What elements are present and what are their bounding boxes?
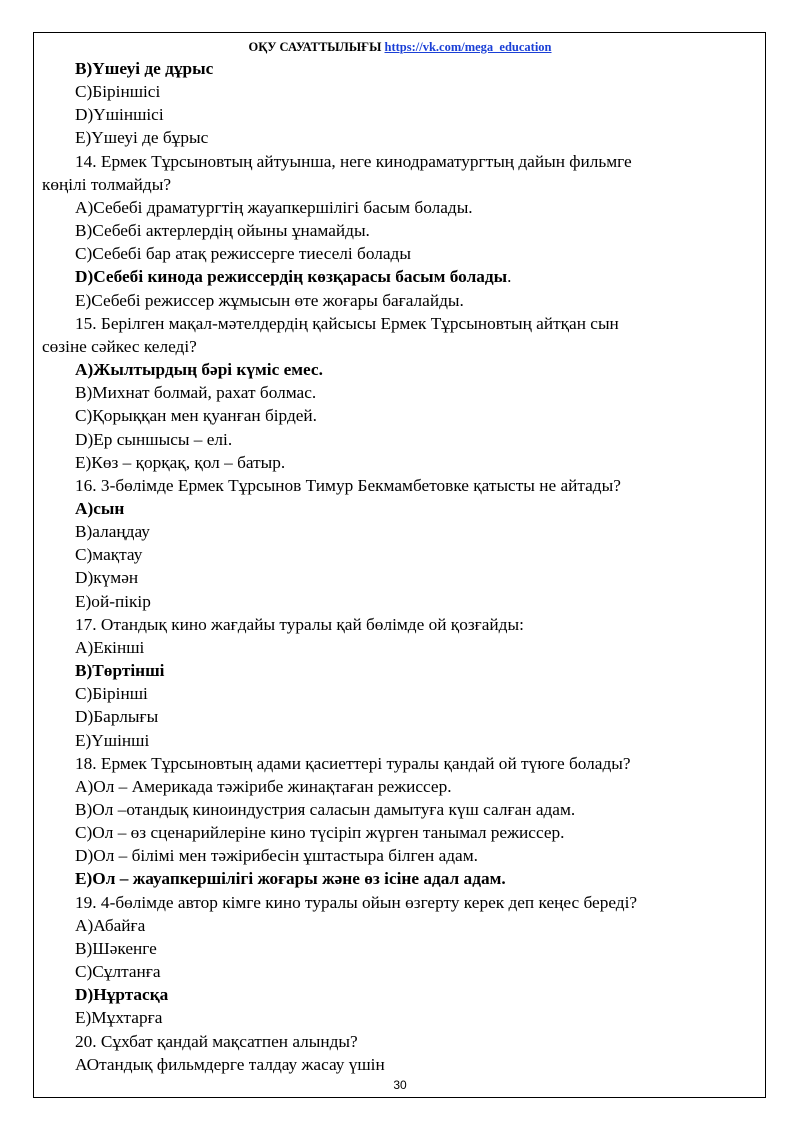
text-line bbox=[42, 150, 757, 173]
text-line bbox=[42, 1030, 757, 1053]
line-text: Е)Үшеуі де бұрыс bbox=[75, 128, 209, 148]
line-text: көңілі толмайды? bbox=[42, 174, 172, 194]
text-line bbox=[42, 937, 757, 960]
text-line bbox=[42, 590, 757, 613]
line-text: В)Төртінші bbox=[75, 661, 165, 681]
text-line bbox=[42, 659, 757, 682]
line-text: 17. Отандық кино жағдайы туралы қай бөлімде ой қозғайды: bbox=[75, 614, 524, 634]
text-line bbox=[42, 543, 757, 566]
text-line bbox=[42, 1053, 757, 1076]
text-line bbox=[42, 57, 757, 80]
text-line bbox=[42, 520, 757, 543]
line-text: D)Ер сыншысы – елі. bbox=[75, 429, 233, 449]
text-line bbox=[42, 682, 757, 705]
line-text: D)Барлығы bbox=[75, 707, 159, 727]
text-line bbox=[42, 242, 757, 265]
line-text: С)Ол – өз сценарийлеріне кино түсіріп жүрген танымал режиссер. bbox=[75, 823, 565, 843]
line-text: АОтандық фильмдерге талдау жасау үшін bbox=[75, 1054, 385, 1074]
text-line bbox=[42, 381, 757, 404]
line-text: А)Абайға bbox=[75, 915, 146, 935]
header-title: ОҚУ САУАТТЫЛЫҒЫ bbox=[248, 40, 382, 54]
line-text: D)Ол – білімі мен тәжірибесін ұштастыра білген адам. bbox=[75, 846, 478, 866]
line-text: А)Екінші bbox=[75, 637, 145, 657]
text-line bbox=[42, 80, 757, 103]
text-line bbox=[42, 636, 757, 659]
line-text: С)Сұлтанға bbox=[75, 962, 161, 982]
text-line bbox=[42, 729, 757, 752]
text-line bbox=[42, 752, 757, 775]
line-text: 16. 3-бөлімде Ермек Тұрсынов Тимур Бекмамбетовке қатысты не айтады? bbox=[75, 475, 621, 495]
line-text: D)Нұртасқа bbox=[75, 985, 169, 1005]
line-text: D)Үшіншісі bbox=[75, 105, 164, 125]
line-text: Е)ой-пікір bbox=[75, 591, 151, 611]
line-text: С)мақтау bbox=[75, 545, 143, 565]
text-line bbox=[42, 126, 757, 149]
text-line-continuation bbox=[42, 173, 757, 196]
line-text: В)Ол –отандық киноиндустрия саласын дамытуға күш салған адам. bbox=[75, 800, 576, 819]
text-line bbox=[42, 867, 757, 890]
line-text: А)Себебі драматургтің жауапкершілігі басым болады. bbox=[75, 197, 473, 217]
text-line bbox=[42, 474, 757, 497]
text-line bbox=[42, 960, 757, 983]
line-text: А)Ол – Америкада тәжірибе жинақтаған режиссер. bbox=[75, 776, 452, 796]
line-text: D)күмән bbox=[75, 568, 139, 588]
line-text: сөзіне сәйкес келеді? bbox=[42, 336, 197, 356]
line-text: 18. Ермек Тұрсыновтың адами қасиеттері туралы қандай ой түюге болады? bbox=[75, 753, 631, 773]
line-text: Е)Себебі режиссер жұмысын өте жоғары бағалайды. bbox=[75, 290, 464, 310]
line-text: 14. Ермек Тұрсыновтың айтуынша, неге кинодраматургтың дайын фильмге bbox=[75, 151, 632, 171]
text-line bbox=[42, 1006, 757, 1029]
document-body bbox=[42, 57, 757, 1076]
line-text: С)Себебі бар атақ режиссерге тиеселі болады bbox=[75, 244, 411, 264]
text-line bbox=[42, 914, 757, 937]
line-text: Е)Ол – жауапкершілігі жоғары және өз ісіне адал адам. bbox=[75, 869, 506, 889]
text-line bbox=[42, 428, 757, 451]
line-suffix: . bbox=[507, 267, 512, 287]
line-text: 20. Сұхбат қандай мақсатпен алынды? bbox=[75, 1031, 358, 1051]
text-line bbox=[42, 265, 757, 288]
text-line bbox=[42, 613, 757, 636]
line-text: А)Жылтырдың бәрі күміс емес. bbox=[75, 360, 323, 380]
line-text: С)Қорыққан мен қуанған бірдей. bbox=[75, 406, 317, 426]
line-text: А)сын bbox=[75, 498, 125, 518]
text-line bbox=[42, 289, 757, 312]
text-line-continuation bbox=[42, 335, 757, 358]
text-line bbox=[42, 312, 757, 335]
line-text: D)Себебі кинода режиссердің көзқарасы басым болады bbox=[75, 267, 508, 287]
text-line bbox=[42, 103, 757, 126]
line-text: 19. 4-бөлімде автор кімге кино туралы ойын өзгерту керек деп кеңес береді? bbox=[75, 892, 638, 912]
line-text: В)Шәкенге bbox=[75, 938, 157, 958]
text-line bbox=[42, 196, 757, 219]
text-line bbox=[42, 451, 757, 474]
line-text: Е)Үшінші bbox=[75, 730, 150, 750]
header-link[interactable]: https://vk.com/mega_education bbox=[384, 40, 552, 54]
line-text: С)Бірінші bbox=[75, 684, 148, 704]
line-text: С)Біріншісі bbox=[75, 82, 161, 102]
text-line bbox=[42, 798, 757, 821]
text-line bbox=[42, 891, 757, 914]
page-number: 30 bbox=[393, 1078, 407, 1092]
line-text: В)алаңдау bbox=[75, 522, 150, 542]
line-text: Е)Мұхтарға bbox=[75, 1008, 163, 1028]
line-text: В)Үшеуі де дұрыс bbox=[75, 59, 214, 78]
text-line bbox=[42, 821, 757, 844]
text-line bbox=[42, 358, 757, 381]
line-text: В)Михнат болмай, рахат болмас. bbox=[75, 383, 317, 403]
line-text: Е)Көз – қорқақ, қол – батыр. bbox=[75, 452, 286, 472]
text-line bbox=[42, 844, 757, 867]
page-header bbox=[0, 39, 800, 55]
text-line bbox=[42, 983, 757, 1006]
line-text: 15. Берілген мақал-мәтелдердің қайсысы Ермек Тұрсыновтың айтқан сын bbox=[75, 313, 619, 333]
text-line bbox=[42, 705, 757, 728]
text-line bbox=[42, 775, 757, 798]
text-line bbox=[42, 497, 757, 520]
line-text: В)Себебі актерлердің ойыны ұнамайды. bbox=[75, 221, 370, 241]
text-line bbox=[42, 404, 757, 427]
text-line bbox=[42, 219, 757, 242]
text-line bbox=[42, 566, 757, 589]
